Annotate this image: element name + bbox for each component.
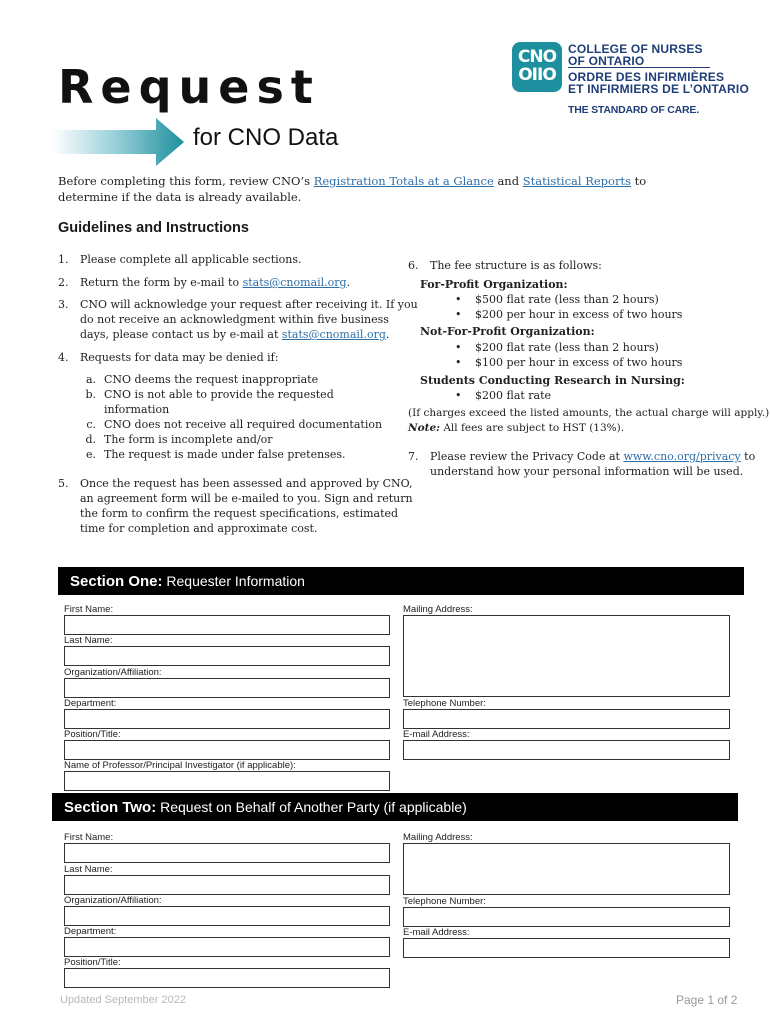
party-organization-input[interactable] — [64, 906, 390, 926]
item-text: time for completion and approximate cost. — [80, 522, 318, 535]
item-text: days, please contact us by e-mail at stats@cnomail.org. — [80, 328, 390, 341]
intro-text: to determine if the data is already available. — [58, 174, 647, 204]
denial-letter: a. — [85, 373, 96, 386]
denial-letter: c. — [86, 418, 96, 431]
mailing-address-label: Mailing Address: — [403, 604, 473, 615]
first-name-label: First Name: — [64, 832, 114, 843]
item-number: 6. — [408, 259, 419, 272]
page-number: Page 1 of 2 — [676, 993, 738, 1007]
item-text: understand how your personal information will be used. — [430, 465, 744, 478]
section-two-header: Section Two: Request on Behalf of Another Party (if applicable) — [52, 793, 738, 821]
party-position-input[interactable] — [64, 968, 390, 988]
hst-note: Note: All fees are subject to HST (13%). — [408, 422, 625, 434]
last-name-label: Last Name: — [64, 864, 113, 875]
position-label: Position/Title: — [64, 729, 121, 740]
denial-text: information — [104, 403, 170, 416]
logo-tagline: THE STANDARD OF CARE. — [568, 104, 699, 116]
professor-label: Name of Professor/Principal Investigator (if applicable): — [64, 760, 296, 771]
students-heading: Students Conducting Research in Nursing: — [420, 374, 685, 387]
item-number: 1. — [58, 253, 69, 266]
registration-totals-link[interactable]: Registration Totals at a Glance — [313, 174, 494, 188]
telephone-label: Telephone Number: — [403, 896, 486, 907]
telephone-label: Telephone Number: — [403, 698, 486, 709]
logo-line-1: COLLEGE OF NURSES — [568, 42, 703, 56]
page-title: Request — [58, 60, 320, 114]
party-last-name-input[interactable] — [64, 875, 390, 895]
intro-paragraph — [58, 174, 698, 205]
denial-text: The form is incomplete and/or — [104, 433, 273, 446]
item-text: CNO will acknowledge your request after receiving it. If you — [80, 298, 418, 311]
updated-date: Updated September 2022 — [60, 994, 186, 1006]
item-text: Please complete all applicable sections. — [80, 253, 302, 266]
intro-text: and — [493, 174, 523, 188]
organization-label: Organization/Affiliation: — [64, 895, 162, 906]
not-for-profit-heading: Not-For-Profit Organization: — [420, 325, 595, 338]
denial-text: The request is made under false pretenses. — [104, 448, 346, 461]
telephone-input[interactable] — [403, 709, 730, 729]
page-subtitle: for CNO Data — [193, 124, 339, 151]
position-label: Position/Title: — [64, 957, 121, 968]
email-input[interactable] — [403, 740, 730, 760]
party-email-input[interactable] — [403, 938, 730, 958]
item-text: an agreement form will be e-mailed to you. Sign and return — [80, 492, 413, 505]
item-text: Requests for data may be denied if: — [80, 351, 279, 364]
section-one-header: Section One: Requester Information — [58, 567, 744, 595]
statistical-reports-link[interactable]: Statistical Reports — [522, 174, 631, 188]
charges-note: (If charges exceed the listed amounts, the actual charge will apply.) — [408, 407, 770, 419]
item-number: 5. — [58, 477, 69, 490]
mailing-address-label: Mailing Address: — [403, 832, 473, 843]
position-input[interactable] — [64, 740, 390, 760]
intro-text: Before completing this form, review CNO’s — [58, 174, 314, 188]
party-department-input[interactable] — [64, 937, 390, 957]
stats-email-link[interactable]: stats@cnomail.org — [281, 328, 386, 341]
party-telephone-input[interactable] — [403, 907, 730, 927]
item-text: do not receive an acknowledgment within five business — [80, 313, 389, 326]
item-number: 7. — [408, 450, 419, 463]
denial-letter: d. — [85, 433, 96, 446]
item-text: Return the form by e-mail to stats@cnomail.org. — [80, 276, 351, 289]
department-input[interactable] — [64, 709, 390, 729]
email-label: E-mail Address: — [403, 729, 470, 740]
first-name-input[interactable] — [64, 615, 390, 635]
denial-text: CNO does not receive all required documentation — [104, 418, 383, 431]
denial-text: CNO deems the request inappropriate — [104, 373, 319, 386]
item-number: 4. — [58, 351, 69, 364]
item-text: the form to confirm the request specifications, estimated — [80, 507, 399, 520]
item-number: 3. — [58, 298, 69, 311]
department-label: Department: — [64, 926, 117, 937]
organization-input[interactable] — [64, 678, 390, 698]
first-name-label: First Name: — [64, 604, 114, 615]
party-mailing-address-input[interactable] — [403, 843, 730, 895]
denial-letter: b. — [85, 388, 96, 401]
item-text: Please review the Privacy Code at www.cno.org/privacy to — [430, 450, 756, 463]
last-name-label: Last Name: — [64, 635, 113, 646]
last-name-input[interactable] — [64, 646, 390, 666]
guidelines-heading: Guidelines and Instructions — [58, 220, 249, 236]
mailing-address-input[interactable] — [403, 615, 730, 697]
professor-input[interactable] — [64, 771, 390, 791]
item-text: The fee structure is as follows: — [430, 259, 602, 272]
organization-label: Organization/Affiliation: — [64, 667, 162, 678]
logo-divider — [568, 67, 710, 68]
department-label: Department: — [64, 698, 117, 709]
denial-text: CNO is not able to provide the requested — [104, 388, 334, 401]
arrow-graphic — [52, 118, 184, 166]
email-label: E-mail Address: — [403, 927, 470, 938]
logo-line-3: ORDRE DES INFIRMIÈRES — [568, 70, 725, 84]
denial-letter: e. — [85, 448, 96, 461]
party-first-name-input[interactable] — [64, 843, 390, 863]
item-text: Once the request has been assessed and approved by CNO, — [80, 477, 413, 490]
stats-email-link[interactable]: stats@cnomail.org — [242, 276, 347, 289]
logo-line-2: OF ONTARIO — [568, 54, 645, 68]
cno-logo-mark: CNO OIIO — [512, 42, 562, 92]
logo-line-4: ET INFIRMIERS DE L’ONTARIO — [568, 82, 749, 96]
item-number: 2. — [58, 276, 69, 289]
privacy-code-link[interactable]: www.cno.org/privacy — [623, 450, 741, 463]
for-profit-heading: For-Profit Organization: — [420, 278, 568, 291]
